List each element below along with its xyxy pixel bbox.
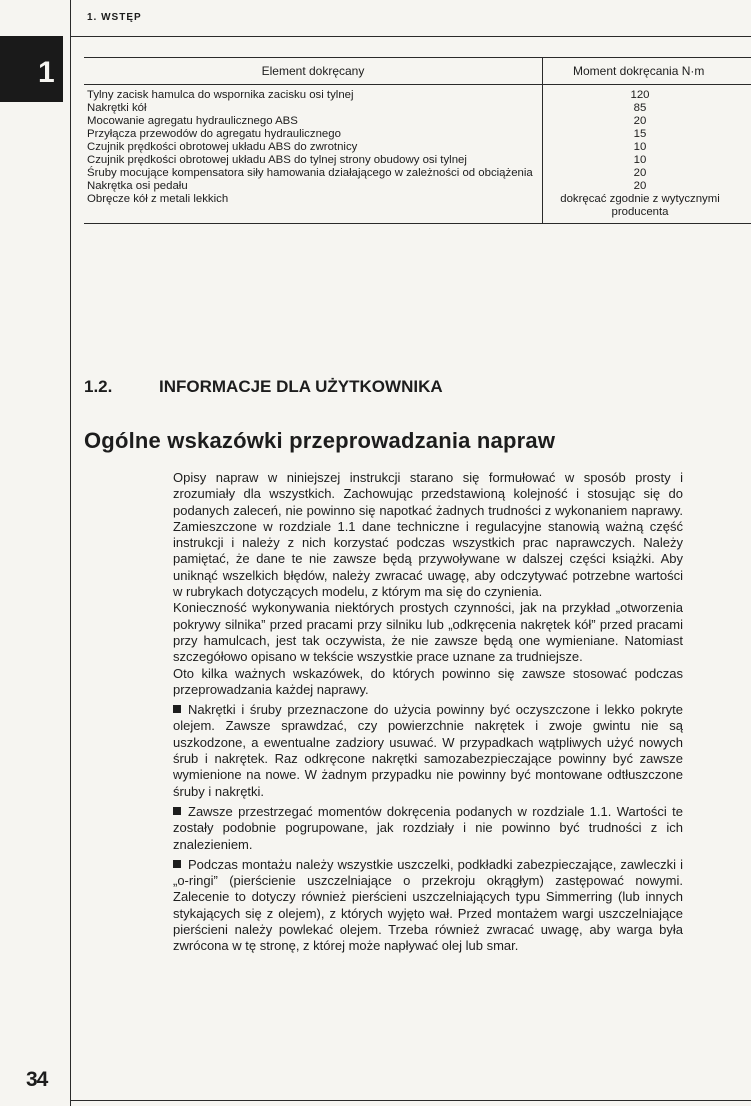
header-element: Element dokręcany <box>84 58 543 85</box>
row-torque: dokręcać zgodnie z wytycznymi producenta <box>543 193 751 224</box>
footer-rule <box>70 1100 751 1101</box>
row-element: Tylny zacisk hamulca do wspornika zacisku osi tylnej <box>87 89 354 101</box>
section-heading <box>84 377 443 397</box>
row-element: Nakrętki kół <box>87 102 147 114</box>
row-element: Czujnik prędkości obrotowej układu ABS do zwrotnicy <box>87 141 358 153</box>
bullet-item <box>173 702 683 800</box>
bullet-square-icon <box>173 705 181 713</box>
paragraph: Konieczność wykonywania niektórych prostych czynności, jak na przykład „otworzenia pokrywy silnika” przed pracami przy silniku lub „odkręcenia nakrętek kół” przed pracami przy hamulcach, jest tak oczywista, że nie zawsze będą one wymieniane. Natomiast szczegółowo opisano w tekście wszystkie prace uznane za trudniejsze. <box>173 600 683 665</box>
row-element: Czujnik prędkości obrotowej układu ABS do tylnej strony obudowy osi tylnej <box>87 154 467 166</box>
row-torque: 10 <box>543 154 751 167</box>
row-torque: 20 <box>543 167 751 180</box>
header-rule <box>70 36 751 37</box>
table-row <box>84 154 751 167</box>
table-row <box>84 180 751 193</box>
header-torque: Moment dokręcania N·m <box>543 58 751 85</box>
table-row <box>84 193 751 224</box>
bullet-text: Nakrętki i śruby przeznaczone do użycia powinny być oczyszczone i lekko pokryte olejem. Zawsze sprawdzać, czy powierzchnie nakrętek i zwoje gwintu nie są uszkodzone, a ewentualne zadziory usuwać. W przypadkach wątpliwych użyć nowych śrub i nakrętek. Raz odkręcone nakrętki samozabezpieczające powinny być zawsze wymienione na nowe. W żadnym przypadku nie powinny być montowane odtłuszczone śruby i nakrętki. <box>173 702 683 799</box>
chapter-number: 1 <box>38 56 55 89</box>
row-torque: 10 <box>543 141 751 154</box>
row-element: Mocowanie agregatu hydraulicznego ABS <box>87 115 298 127</box>
bullet-item <box>173 857 683 955</box>
section-title: INFORMACJE DLA UŻYTKOWNIKA <box>159 377 443 396</box>
paragraph: Opisy napraw w niniejszej instrukcji starano się formułować w sposób prosty i zrozumiały dla wszystkich. Zachowując przedstawioną kolejność i stosując się do podanych zaleceń, nie powinno się napotkać żadnych trudności z wykonaniem naprawy. Zamieszczone w rozdziale 1.1 dane techniczne i regulacyjne stanowią ważną część instrukcji i należy z nich korzystać podczas wszystkich prac naprawczych. Należy pamiętać, że dane te nie zawsze będą przywoływane w dalszej części książki. Aby uniknąć wszelkich błędów, należy zwracać uwagę, aby odczytywać potrzebne wartości w rubrykach dotyczących modelu, z którym ma się do czynienia. <box>173 470 683 600</box>
running-header: 1. WSTĘP <box>87 12 142 23</box>
bullet-text: Zawsze przestrzegać momentów dokręcenia podanych w rozdziale 1.1. Wartości te zostały podobnie pogrupowane, jak rozdziały i nie powinno być trudności z ich znalezieniem. <box>173 803 683 852</box>
table-row <box>84 102 751 115</box>
row-torque: 85 <box>543 102 751 115</box>
margin-rule <box>70 0 71 1106</box>
paragraph: Oto kilka ważnych wskazówek, do których powinno się zawsze stosować podczas przeprowadzania każdej naprawy. <box>173 665 683 697</box>
page-number: 34 <box>26 1068 48 1091</box>
row-element: Śruby mocujące kompensatora siły hamowania działającego w zależności od obciążenia <box>87 167 533 179</box>
table-row <box>84 141 751 154</box>
table-row <box>84 85 751 103</box>
section-number: 1.2. <box>84 377 113 396</box>
bullet-item <box>173 804 683 853</box>
bullet-square-icon <box>173 807 181 815</box>
table-row <box>84 128 751 141</box>
row-torque: 15 <box>543 128 751 141</box>
chapter-tab <box>0 36 63 102</box>
row-torque: 20 <box>543 180 751 193</box>
table-row <box>84 167 751 180</box>
table-row <box>84 115 751 128</box>
article-body <box>173 470 683 955</box>
torque-table <box>84 57 751 224</box>
row-torque: 20 <box>543 115 751 128</box>
row-element: Obręcze kół z metali lekkich <box>84 193 543 224</box>
bullet-text: Podczas montażu należy wszystkie uszczelki, podkładki zabezpieczające, zawleczki i „o-ringi” (pierścienie uszczelniające o przekroju okrągłym) zastępować nowymi. Zalecenie to dotyczy również pierścieni uszczelniających typu Simmerring (lub innych stykających się z olejem), z których wyjęto wał. Przed montażem wargi uszczelniające pierścieni należy powlekać olejem. Trzeba również zwracać uwagę, aby warga była zwrócona w tę stronę, z której może napływać olej lub smar. <box>173 856 683 954</box>
bullet-square-icon <box>173 860 181 868</box>
row-torque: 120 <box>543 85 751 103</box>
row-element: Nakrętka osi pedału <box>87 180 188 192</box>
article-title: Ogólne wskazówki przeprowadzania napraw <box>84 428 556 453</box>
row-element: Przyłącza przewodów do agregatu hydraulicznego <box>87 128 341 140</box>
